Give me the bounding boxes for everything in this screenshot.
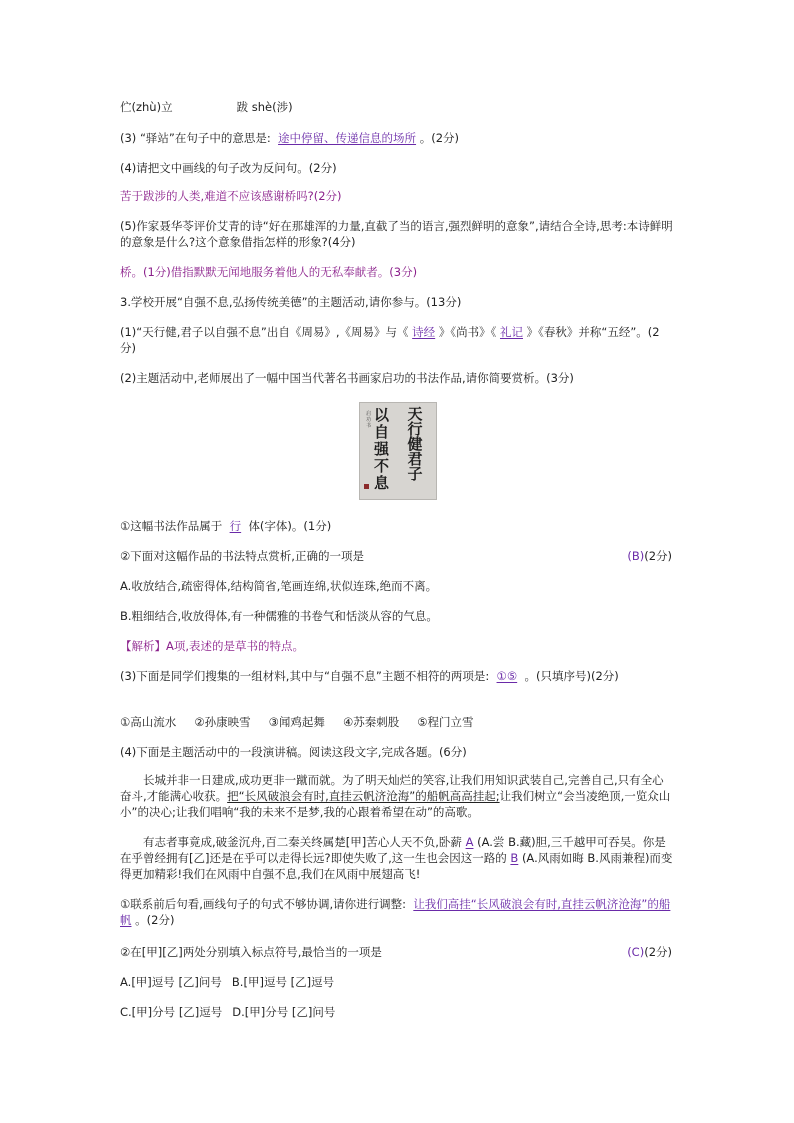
question-text: ①联系前后句看,画线句子的句式不够协调,请你进行调整: bbox=[120, 897, 406, 911]
section-3-question-3 bbox=[120, 668, 675, 684]
material-item: ③闻鸡起舞 bbox=[268, 715, 325, 729]
pinyin-item-2: 跋 shè(涉) bbox=[236, 100, 293, 114]
question-text: ②下面对这幅作品的书法特点赏析,正确的一项是 bbox=[120, 549, 364, 563]
material-item: ①高山流水 bbox=[120, 715, 177, 729]
question-4-answer: 苦于跋涉的人类,难道不应该感谢桥吗?(2分) bbox=[120, 189, 342, 203]
score-text: 。(2分) bbox=[135, 913, 175, 927]
calligraphy-char: 功 bbox=[366, 417, 372, 423]
option-b: B.[甲]逗号 [乙]逗号 bbox=[231, 975, 335, 989]
pinyin-item-1: 伫(zhù)立 bbox=[120, 100, 173, 114]
speech-text: (A.风雨如晦 B.风雨兼程)而变得更加精彩!我们在风雨中自强不息,我们在风雨中展翅高飞! bbox=[120, 851, 673, 881]
materials-list bbox=[120, 714, 474, 730]
question-text: (3) “驿站”在句子中的意思是: bbox=[120, 131, 271, 145]
question-text: ①这幅书法作品属于 bbox=[120, 519, 223, 533]
answer-1: A bbox=[465, 835, 474, 849]
section-3-question-4-1 bbox=[120, 896, 675, 928]
score-text: (2分) bbox=[644, 945, 672, 959]
speech-text: 有志者事竟成,破釜沉舟,百二秦关终属楚[甲]苦心人天不负,卧薪 bbox=[143, 835, 462, 849]
answer-1: 诗经 bbox=[412, 325, 436, 339]
section-3-question-1 bbox=[120, 324, 675, 356]
question-3 bbox=[120, 130, 459, 146]
speech-text: 让我们树立“会当凌绝顶,一览众山小”的决心;让我们唱响“我的未来不是梦,我的心跟着希望在动”的高歌。 bbox=[120, 789, 671, 819]
calligraphy-char: 天 bbox=[407, 405, 423, 423]
option-c: C.[甲]分号 [乙]逗号 bbox=[120, 1005, 223, 1019]
question-text: (3)下面是同学们搜集的一组材料,其中与“自强不息”主题不相符的两项是: bbox=[120, 669, 490, 683]
calligraphy-char: 书 bbox=[366, 423, 372, 429]
calligraphy-char: 启 bbox=[366, 411, 372, 417]
answer: (B) bbox=[627, 549, 645, 563]
calligraphy-char: 自 bbox=[374, 423, 390, 441]
section-3-title: 3.学校开展“自强不息,弘扬传统美德”的主题活动,请你参与。(13分) bbox=[120, 295, 462, 309]
speech-paragraph-2 bbox=[120, 834, 675, 882]
calligraphy-main-column bbox=[400, 407, 430, 482]
speech-text: 长城并非一日建成,成功更非一蹴而就。为了明天灿烂的笑容,让我们用知识武装自己,完善自己,只有全心奋斗,才能满心收获。 bbox=[120, 773, 664, 803]
speech-text: (A.尝 B.藏)胆,三千越甲可吞吴。你是在乎曾经拥有[乙]还是在乎可以走得长远?即使失败了,这一生也会因这一路的 bbox=[120, 835, 666, 865]
option-a: A.[甲]逗号 [乙]问号 bbox=[120, 975, 222, 989]
calligraphy-char: 息 bbox=[374, 474, 390, 492]
question-4: (4)请把文中画线的句子改为反问句。(2分) bbox=[120, 161, 337, 175]
score-text: 体(字体)。(1分) bbox=[248, 519, 332, 533]
calligraphy-char: 君 bbox=[407, 450, 423, 468]
material-item: ⑤程门立雪 bbox=[417, 715, 474, 729]
question-text: (1)“天行健,君子以自强不息”出自《周易》,《周易》与《 bbox=[120, 325, 409, 339]
calligraphy-char: 不 bbox=[374, 457, 390, 475]
calligraphy-char: 强 bbox=[374, 440, 390, 458]
answer: 途中停留、传递信息的场所 bbox=[278, 131, 417, 145]
section-3-question-2: (2)主题活动中,老师展出了一幅中国当代著名书画家启功的书法作品,请你简要赏析。(3分) bbox=[120, 371, 574, 385]
answer-2: B bbox=[510, 851, 519, 865]
question-5-answer: 桥。(1分)借指默默无闻地服务着他人的无私奉献者。(3分) bbox=[120, 265, 418, 279]
material-item: ④苏秦刺股 bbox=[342, 715, 400, 729]
seal-stamp bbox=[364, 484, 369, 489]
question-text: 》《春秋》并称“五经”。(2分) bbox=[120, 325, 660, 355]
punctuation-options-row-1 bbox=[120, 974, 334, 990]
score-text: (2分) bbox=[644, 549, 672, 563]
material-item: ②孙康映雪 bbox=[194, 715, 251, 729]
answer: 让我们高挂“长风破浪会有时,直挂云帆济沧海”的船帆 bbox=[120, 897, 671, 927]
option-b: B.粗细结合,收放得体,有一种儒雅的书卷气和恬淡从容的气息。 bbox=[120, 609, 438, 623]
option-a: A.收放结合,疏密得体,结构简省,笔画连绵,状似连珠,绝而不离。 bbox=[120, 579, 438, 593]
pinyin-line bbox=[120, 99, 293, 115]
answer: ①⑤ bbox=[496, 669, 518, 683]
underlined-sentence: 把“长风破浪会有时,直挂云帆济沧海”的船帆高高挂起; bbox=[227, 789, 500, 803]
option-d: D.[甲]分号 [乙]问号 bbox=[232, 1005, 336, 1019]
calligraphy-char: 行 bbox=[407, 420, 423, 438]
calligraphy-char: 子 bbox=[407, 465, 423, 483]
punctuation-options-row-2 bbox=[120, 1004, 335, 1020]
calligraphy-char: 健 bbox=[407, 435, 423, 453]
calligraphy-image bbox=[359, 402, 437, 500]
question-text: ②在[甲][乙]两处分别填入标点符号,最恰当的一项是 bbox=[120, 945, 382, 959]
answer-2: 礼记 bbox=[499, 325, 523, 339]
calligraphy-second-column bbox=[374, 407, 396, 492]
speech-paragraph-1 bbox=[120, 772, 675, 820]
analysis: 【解析】A项,表述的是草书的特点。 bbox=[120, 639, 305, 653]
section-3-question-2-2 bbox=[120, 548, 672, 564]
section-3-question-2-1 bbox=[120, 518, 331, 534]
calligraphy-inscription bbox=[366, 411, 372, 429]
question-5: (5)作家聂华苓评价艾青的诗“好在那雄浑的力量,直截了当的语言,强烈鲜明的意象”,请结合全诗,思考:本诗鲜明的意象是什么?这个意象借指怎样的形象?(4分) bbox=[120, 219, 673, 249]
question-text: 》《尚书》《 bbox=[438, 325, 497, 339]
calligraphy-char: 以 bbox=[374, 406, 390, 424]
section-3-question-4-2 bbox=[120, 944, 672, 960]
score-text: 。(2分) bbox=[419, 131, 459, 145]
answer: (C) bbox=[627, 945, 645, 959]
answer: 行 bbox=[229, 519, 242, 533]
score-text: 。(只填序号)(2分) bbox=[524, 669, 619, 683]
section-3-question-4: (4)下面是主题活动中的一段演讲稿。阅读这段文字,完成各题。(6分) bbox=[120, 745, 467, 759]
